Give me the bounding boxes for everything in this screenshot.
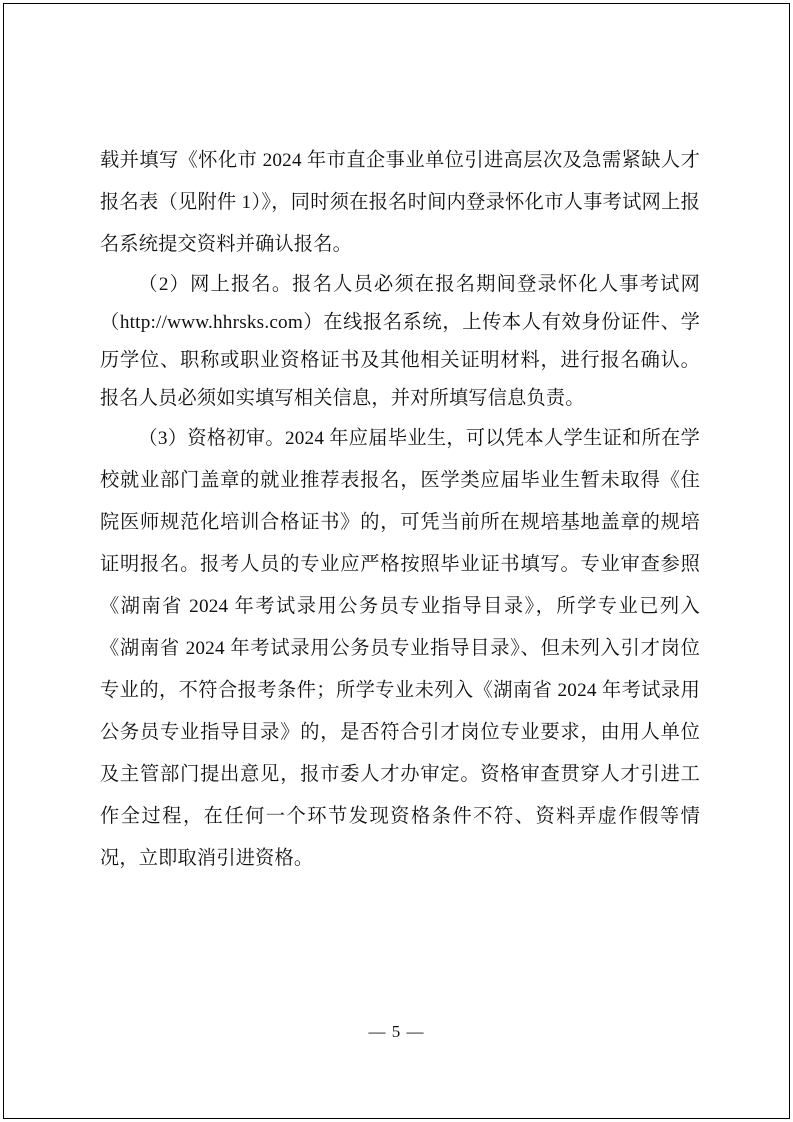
paragraph-continued-registration-form: 载并填写《怀化市 2024 年市直企事业单位引进高层次及急需紧缺人才报名表（见附件 1）》，同时须在报名时间内登录怀化市人事考试网上报名系统提交资料并确认报名。: [100, 150, 700, 255]
document-body: [100, 140, 700, 880]
paragraph-qualification-review: （3）资格初审。2024 年应届毕业生，可以凭本人学生证和所在学校就业部门盖章的就业推荐表报名，医学类应届毕业生暂未取得《住院医师规范化培训合格证书》的，可凭当前所在规培基地盖章的规培证明报名。报考人员的专业应严格按照毕业证书填写。专业审查参照《湖南省 2024 年考试录用公务员专业指导目录》，所学专业已列入《湖南省 2024 年考试录用公务员专业指导目录》、但未列入引才岗位专业的，不符合报考条件；所学专业未列入《湖南省 2024 年考试录用公务员专业指导目录》的，是否符合引才岗位专业要求，由用人单位及主管部门提出意见，报市委人才办审定。资格审查贯穿人才引进工作全过程，在任何一个环节发现资格条件不符、资料弄虚作假等情况，立即取消引进资格。: [100, 428, 700, 869]
page-number: — 5 —: [368, 1022, 425, 1041]
paragraph-online-registration: （2）网上报名。报名人员必须在报名期间登录怀化人事考试网（http://www.hhrsks.com）在线报名系统，上传本人有效身份证件、学历学位、职称或职业资格证书及其他相关证明材料，进行报名确认。报名人员必须如实填写相关信息，并对所填写信息负责。: [100, 274, 700, 409]
